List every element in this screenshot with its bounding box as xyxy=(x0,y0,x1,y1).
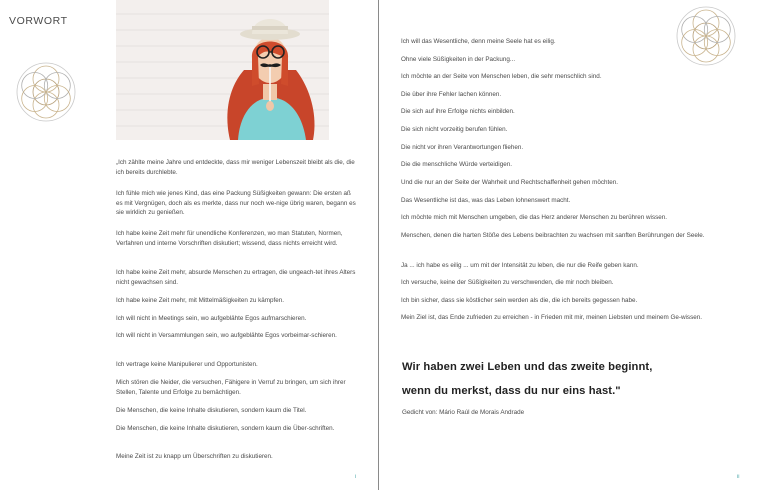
quote-line: Wir haben zwei Leben und das zweite beginnt, xyxy=(402,361,653,373)
paragraph: Ich will nicht in Meetings sein, wo aufgeblähte Egos aufmarschieren. xyxy=(116,315,307,322)
paragraph: Die nicht vor ihren Verantwortungen fliehen. xyxy=(401,144,524,151)
quote-line: wenn du merkst, dass du nur eins hast." xyxy=(402,385,621,397)
page-divider xyxy=(378,0,379,490)
paragraph: Ich möchte mich mit Menschen umgeben, die das Herz anderer Menschen zu berühren wissen. xyxy=(401,214,668,221)
paragraph: Die sich auf ihre Erfolge nichts einbilden. xyxy=(401,108,515,115)
paragraph: Ich habe keine Zeit mehr für unendliche Konferenzen, wo man Statuten, Normen, Verfahren und interne Vorschriften diskutiert; wissend, dass nichts erreicht wird. xyxy=(116,230,343,247)
paragraph: Die Menschen, die keine Inhalte diskutieren, sondern kaum die Über-schriften. xyxy=(116,425,335,432)
paragraph: Menschen, denen die harten Stöße des Lebens beibrachten zu wachsen mit sanften Berührungen der Seele. xyxy=(401,232,705,239)
paragraph: Ich möchte an der Seite von Menschen leben, die sehr menschlich sind. xyxy=(401,73,602,80)
paragraph: Die sich nicht vorzeitig berufen fühlen. xyxy=(401,126,508,133)
page-number: i xyxy=(355,474,357,480)
paragraph: Ich vertrage keine Manipulierer und Opportunisten. xyxy=(116,361,258,368)
flower-of-life-icon xyxy=(675,5,737,67)
paragraph: Ich bin sicher, dass sie köstlicher sein werden als die, die ich bereits gegessen habe. xyxy=(401,297,638,304)
paragraph: „Ich zählte meine Jahre und entdeckte, dass mir weniger Lebenszeit bleibt als die, die ich bereits durchlebte. xyxy=(116,159,355,176)
paragraph: Die über ihre Fehler lachen können. xyxy=(401,91,502,98)
left-page xyxy=(0,0,378,490)
paragraph: Ich fühle mich wie jenes Kind, das eine Packung Süßigkeiten gewann: Die ersten aß es mit Vergnügen, doch als es merkte, dass nur noch we-nige übrig waren, begann es sie wirklich zu genießen. xyxy=(116,190,356,217)
paragraph: Ich will das Wesentliche, denn meine Seele hat es eilig. xyxy=(401,38,556,45)
paragraph: Ohne viele Süßigkeiten in der Packung... xyxy=(401,56,516,63)
page-number: ii xyxy=(737,474,740,480)
paragraph: Ich habe keine Zeit mehr, absurde Menschen zu ertragen, die ungeach-tet ihres Alters nicht gewachsen sind. xyxy=(116,269,356,286)
paragraph: Meine Zeit ist zu knapp um Überschriften zu diskutieren. xyxy=(116,453,273,460)
paragraph: Ich will nicht in Versammlungen sein, wo aufgeblähte Egos vorbeimar-schieren. xyxy=(116,332,337,339)
paragraph: Ja ... ich habe es eilig ... um mit der Intensität zu leben, die nur die Reife geben kann. xyxy=(401,262,639,269)
paragraph: Die die menschliche Würde verteidigen. xyxy=(401,161,512,168)
paragraph: Mich stören die Neider, die versuchen, Fähigere in Verruf zu bringen, um sich ihrer Stellen, Talente und Erfolge zu bemächtigen. xyxy=(116,379,346,396)
paragraph: Die Menschen, die keine Inhalte diskutieren, sondern kaum die Titel. xyxy=(116,407,307,414)
poem-credit: Gedicht von: Mário Raúl de Morais Andrade xyxy=(402,409,525,416)
chapter-heading: VORWORT xyxy=(9,15,68,27)
paragraph: Das Wesentliche ist das, was das Leben lohnenswert macht. xyxy=(401,197,571,204)
paragraph: Ich habe keine Zeit mehr, mit Mittelmäßigkeiten zu kämpfen. xyxy=(116,297,284,304)
right-page xyxy=(380,0,757,490)
paragraph: Und die nur an der Seite der Wahrheit und Rechtschaffenheit gehen möchten. xyxy=(401,179,619,186)
paragraph: Mein Ziel ist, das Ende zufrieden zu erreichen - in Frieden mit mir, meinen Liebsten und meinem Ge-wissen. xyxy=(401,314,702,321)
paragraph: Ich versuche, keine der Süßigkeiten zu verschwenden, die mir noch bleiben. xyxy=(401,279,614,286)
woman-photo xyxy=(116,0,329,140)
flower-of-life-icon xyxy=(15,61,77,123)
